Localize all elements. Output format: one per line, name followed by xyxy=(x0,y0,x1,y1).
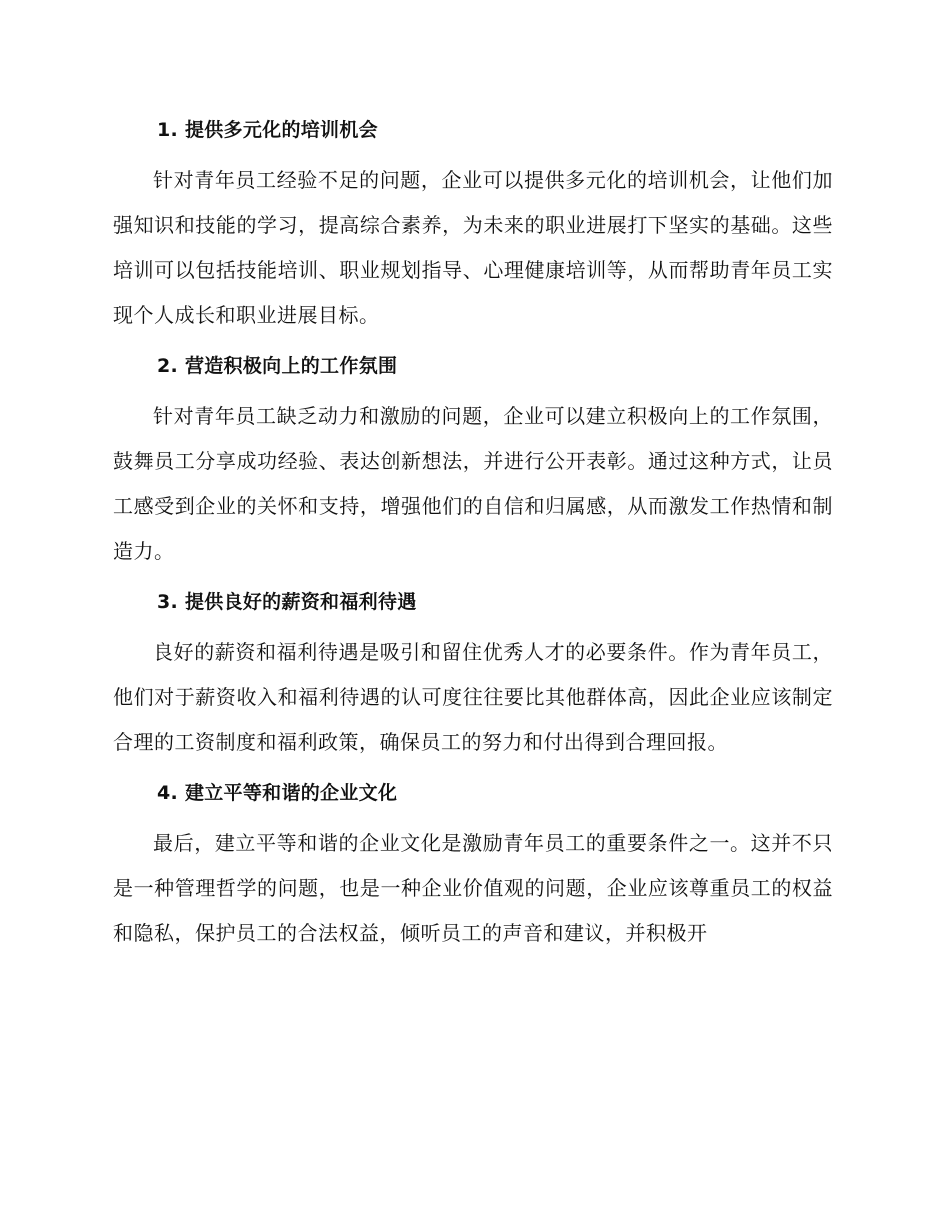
section-paragraph: 针对青年员工经验不足的问题，企业可以提供多元化的培训机会，让他们加强知识和技能的学习，提高综合素养，为未来的职业进展打下坚实的基础。这些培训可以包括技能培训、职业规划指导、心理健康培训等，从而帮助青年员工实现个人成长和职业进展目标。 xyxy=(113,168,833,327)
section-salary xyxy=(113,580,833,765)
section-heading: 3. 提供良好的薪资和福利待遇 xyxy=(157,591,417,613)
section-culture xyxy=(113,771,833,956)
section-heading: 2. 营造积极向上的工作氛围 xyxy=(157,355,398,377)
section-paragraph: 良好的薪资和福利待遇是吸引和留住优秀人才的必要条件。作为青年员工，他们对于薪资收入和福利待遇的认可度往往要比其他群体高，因此企业应该制定合理的工资制度和福利政策，确保员工的努力和付出得到合理回报。 xyxy=(113,640,833,754)
section-training xyxy=(113,108,833,338)
section-heading: 4. 建立平等和谐的企业文化 xyxy=(157,782,398,804)
section-heading: 1. 提供多元化的培训机会 xyxy=(157,119,378,141)
section-paragraph: 最后，建立平等和谐的企业文化是激励青年员工的重要条件之一。这并不只是一种管理哲学的问题，也是一种企业价值观的问题，企业应该尊重员工的权益和隐私，保护员工的合法权益，倾听员工的声音和建议，并积极开 xyxy=(113,831,833,945)
section-paragraph: 针对青年员工缺乏动力和激励的问题，企业可以建立积极向上的工作氛围，鼓舞员工分享成功经验、表达创新想法，并进行公开表彰。通过这种方式，让员工感受到企业的关怀和支持，增强他们的自信和归属感，从而激发工作热情和制造力。 xyxy=(113,404,833,563)
section-atmosphere xyxy=(113,344,833,574)
document-page xyxy=(113,108,833,962)
